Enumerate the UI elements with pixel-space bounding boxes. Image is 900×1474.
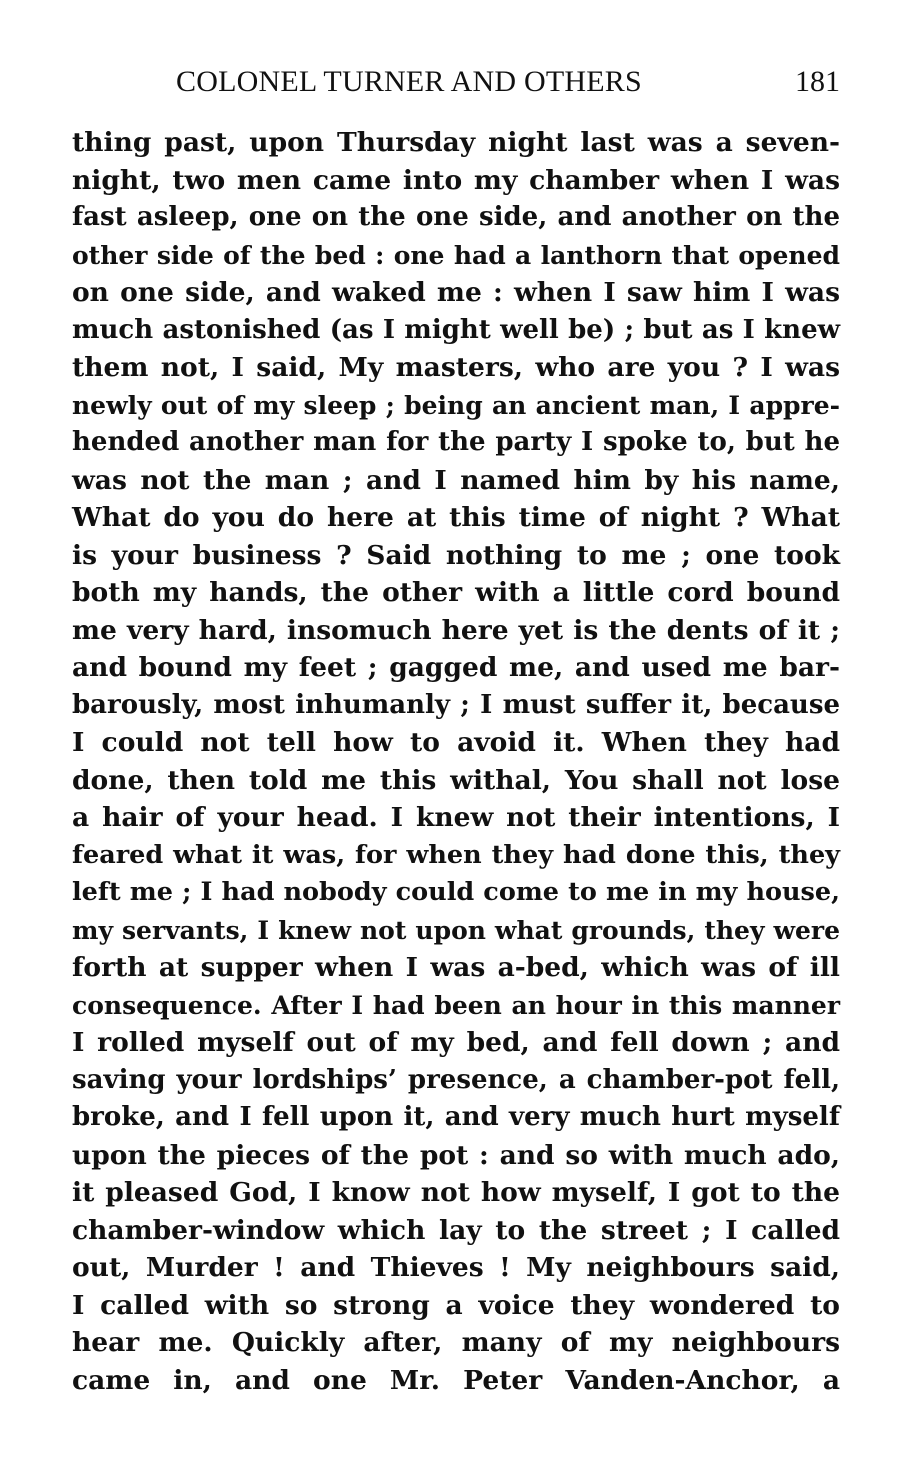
text-line: it pleased God, I know not how myself, I got to the [72,1177,840,1208]
body-text [72,124,840,1399]
text-line: was not the man ; and I named him by his name, [72,464,840,496]
text-line: What do you do here at this time of night ? What [72,502,840,533]
text-line: me very hard, insomuch here yet is the dents of it ; [72,614,840,646]
text-line: a hair of your head. I knew not their intentions, I [72,802,840,833]
text-line: barously, most inhumanly ; I must suffer it, because [72,689,840,720]
text-line: them not, I said, My masters, who are you ? I was [72,352,840,383]
text-line: newly out of my sleep ; being an ancient man, I appre- [72,390,840,420]
page-number: 181 [795,65,840,98]
page-header [72,62,840,102]
text-line: I called with so strong a voice they wondered to [72,1289,840,1321]
text-line: hear me. Quickly after, many of my neighbours [72,1327,840,1358]
text-line: forth at supper when I was a-bed, which was of ill [72,952,840,983]
text-line: saving your lordships’ presence, a chamber-pot fell, [72,1064,840,1095]
text-line: broke, and I fell upon it, and very much hurt myself [72,1102,840,1132]
text-line: hended another man for the party I spoke to, but he [72,427,840,457]
text-line: I rolled myself out of my bed, and fell down ; and [72,1027,840,1058]
text-line: I could not tell how to avoid it. When they had [72,727,840,758]
running-head: COLONEL TURNER AND OTHERS [176,65,642,98]
text-line: out, Murder ! and Thieves ! My neighbours said, [72,1252,840,1283]
text-line: on one side, and waked me : when I saw him I was [72,277,840,308]
text-line: night, two men came into my chamber when I was [72,164,840,196]
text-line: feared what it was, for when they had done this, they [72,839,840,870]
text-line: my servants, I knew not upon what grounds, they were [72,915,840,945]
text-line: is your business ? Said nothing to me ; one took [72,539,840,571]
text-line: fast asleep, one on the one side, and another on the [72,202,840,232]
text-line: and bound my feet ; gagged me, and used me bar- [72,652,840,683]
text-line: left me ; I had nobody could come to me in my house, [72,877,840,907]
text-line: other side of the bed : one had a lanthorn that opened [72,240,840,270]
text-line: upon the pieces of the pot : and so with much ado, [72,1139,840,1171]
text-line: both my hands, the other with a little cord bound [72,577,840,608]
text-line: done, then told me this withal, You shall not lose [72,764,840,796]
text-line: came in, and one Mr. Peter Vanden-Anchor, a [72,1364,840,1396]
text-line: much astonished (as I might well be) ; but as I knew [72,314,840,345]
text-line: thing past, upon Thursday night last was a seven- [72,127,840,158]
text-line: consequence. After I had been an hour in this manner [72,990,840,1020]
text-line: chamber-window which lay to the street ; I called [72,1214,840,1246]
